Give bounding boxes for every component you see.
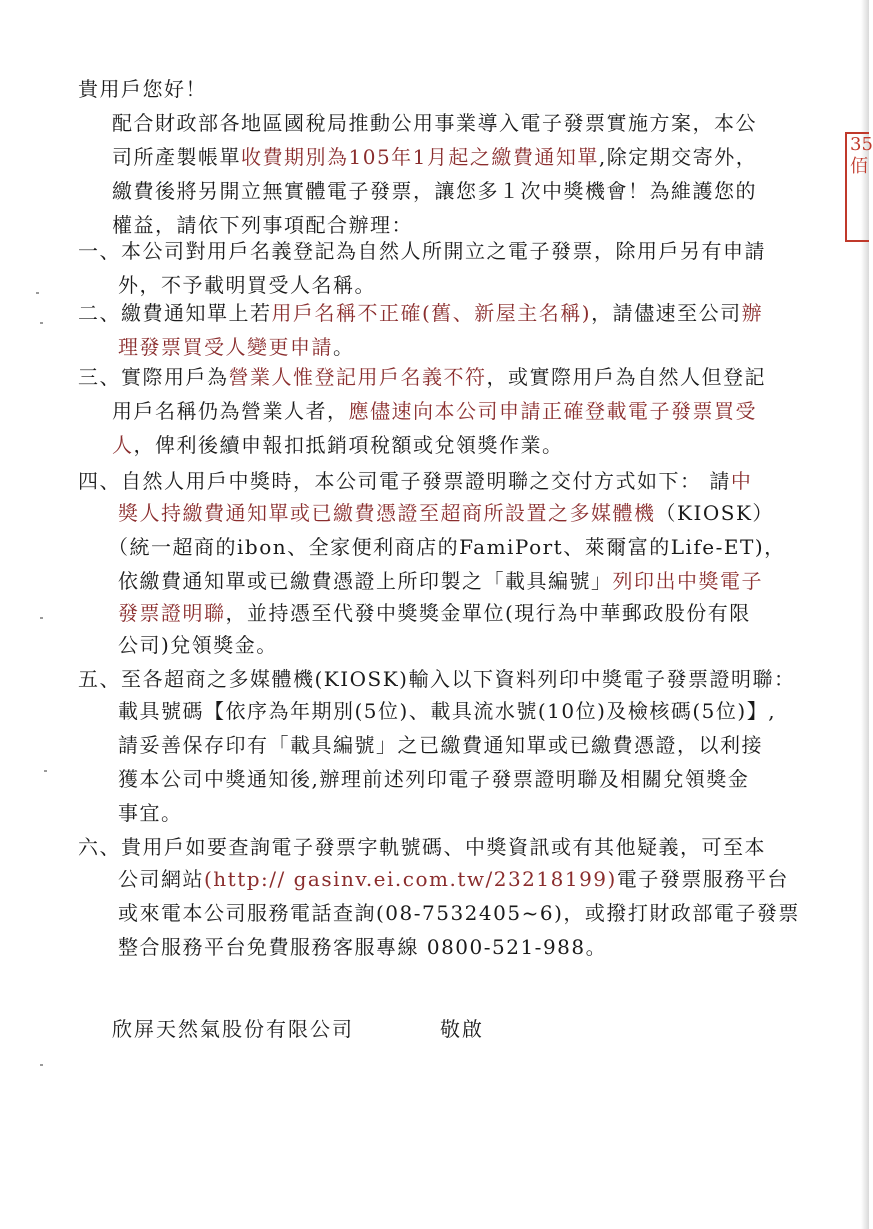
billing-period-highlight: 收費期別為105年1月起之繳費通知單	[241, 145, 599, 169]
item-5-line-5: 事宜。	[118, 801, 183, 825]
intro-line-4: 權益，請依下列事項配合辦理：	[112, 213, 413, 237]
item-3-line-1	[78, 360, 766, 394]
item-6-line-4: 整合服務平台免費服務客服專線 0800-521-988。	[118, 935, 608, 959]
item-4-highlight-print: 列印出中獎電子	[612, 569, 763, 593]
item-4-text-4a: 依繳費通知單或已繳費憑證上所印製之「載具編號」	[118, 569, 613, 593]
item-4-highlight-1b: 中	[730, 469, 753, 493]
item-6-line-2	[118, 862, 789, 896]
item-3-text-3b: ，俾利後續申報扣抵銷項稅額或兌領獎作業。	[133, 433, 564, 457]
intro-line-2-a: 司所產製帳單	[112, 145, 241, 169]
item-3-text-c: ，或實際用戶為自然人但登記	[486, 365, 766, 389]
intro-line-1: 配合財政部各地區國稅局推動公用事業導入電子發票實施方案，本公	[112, 111, 757, 135]
item-3-highlight-apply: 應儘速向本公司申請正確登載電子發票買受	[348, 399, 757, 423]
item-4-line-6: 公司)兌領獎金。	[118, 633, 278, 657]
intro-line-3: 繳費後將另開立無實體電子發票，讓您多１次中獎機會！為維護您的	[112, 179, 757, 203]
scan-speck	[36, 292, 39, 294]
item-2-line-2	[118, 330, 355, 364]
item-6-line-1: 六、貴用戶如要查詢電子發票字軌號碼、中獎資訊或有其他疑義，可至本	[78, 835, 766, 859]
item-2-period: 。	[333, 335, 355, 359]
item-3-highlight-mismatch: 營業人惟登記用戶名義不符	[228, 365, 487, 389]
item-6-text-2a: 公司網站	[118, 867, 204, 891]
intro-line-2	[112, 140, 757, 174]
scan-speck	[40, 1064, 43, 1066]
item-3-highlight-3a: 人	[112, 433, 134, 457]
item-4-text-5b: ，並持憑至代發中獎獎金單位(現行為中華郵政股份有限	[225, 601, 751, 625]
item-2-highlight-d: 辦	[741, 301, 764, 325]
scan-speck	[40, 322, 43, 324]
item-2-text-c: ，請儘速至公司	[591, 301, 742, 325]
item-4-line-3: （統一超商的ibon、全家便利商店的FamiPort、萊爾富的Life-ET)，	[108, 535, 786, 559]
scan-speck	[40, 617, 43, 619]
item-4-highlight-5a: 發票證明聯	[118, 601, 226, 625]
item-5-line-3: 請妥善保存印有「載具編號」之已繳費通知單或已繳費憑證，以利接	[118, 733, 763, 757]
item-4-kiosk-label: （KIOSK）	[655, 501, 774, 525]
item-3-line-3	[112, 428, 564, 462]
item-2-highlight-apply: 理發票買受人變更申請	[118, 335, 333, 359]
website-url: (http:// gasinv.ei.com.tw/23218199)	[204, 867, 617, 891]
item-1-line-1: 一、本公司對用戶名義登記為自然人所開立之電子發票，除用戶另有申請	[78, 239, 766, 263]
item-4-text-1a: 四、自然人用戶中獎時，本公司電子發票證明聯之交付方式如下： 請	[78, 469, 731, 493]
item-2-text-a: 二、繳費通知單上若	[78, 301, 272, 325]
item-3-line-2	[112, 394, 757, 428]
item-2-highlight-name: 用戶名稱不正確(舊、新屋主名稱)	[271, 301, 592, 325]
item-4-line-2	[118, 496, 774, 530]
item-6-text-2c: 電子發票服務平台	[616, 867, 789, 891]
item-5-line-2: 載具號碼【依序為年期別(5位)、載具流水號(10位)及檢核碼(5位)】,	[118, 699, 777, 723]
company-name: 欣屏天然氣股份有限公司	[112, 1017, 354, 1041]
red-stamp-mark: 35 佰	[845, 132, 869, 242]
item-4-highlight-kiosk: 獎人持繳費通知單或已繳費憑證至超商所設置之多媒體機	[118, 501, 656, 525]
intro-line-2-c: ,除定期交寄外，	[598, 145, 758, 169]
item-4-line-1	[78, 464, 752, 498]
item-4-line-4	[118, 564, 763, 598]
item-5-line-4: 獲本公司中獎通知後,辦理前述列印電子發票證明聯及相關兌領獎金	[118, 767, 750, 791]
item-3-text-a: 三、實際用戶為	[78, 365, 229, 389]
item-2-line-1	[78, 296, 763, 330]
item-3-text-2a: 用戶名稱仍為營業人者，	[112, 399, 349, 423]
greeting: 貴用戶您好！	[78, 77, 207, 101]
item-6-line-3: 或來電本公司服務電話查詢(08-7532405~6)，或撥打財政部電子發票	[118, 901, 800, 925]
item-5-line-1: 五、至各超商之多媒體機(KIOSK)輸入以下資料列印中獎電子發票證明聯：	[78, 667, 796, 691]
scan-speck	[44, 770, 47, 772]
closing-word: 敬啟	[440, 1017, 484, 1041]
item-4-line-5	[118, 596, 751, 630]
item-1-line-2: 外，不予載明買受人名稱。	[118, 273, 376, 297]
